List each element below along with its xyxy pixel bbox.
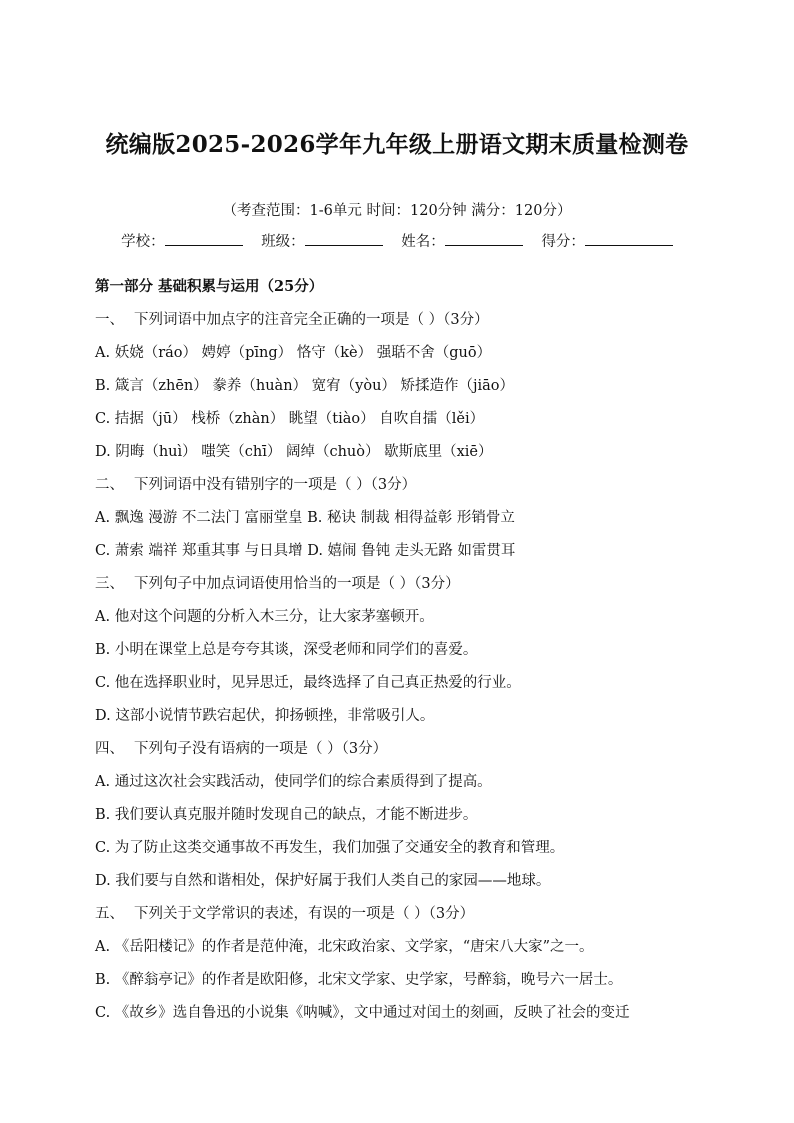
name-label: 姓名： (401, 234, 445, 250)
question-1-option-b: B. 箴言（zhēn） 豢养（huàn） 宽宥（yòu） 矫揉造作（jiāo） (95, 378, 515, 394)
question-1-stem (95, 310, 705, 343)
question-2-stem (95, 475, 705, 508)
class-blank (305, 233, 383, 246)
question-text: 下列词语中加点字的注音完全正确的一项是（ ）（3分） (134, 312, 489, 328)
question-3-option-a: A. 他对这个问题的分析入木三分，让大家茅塞顿开。 (95, 609, 434, 625)
name-blank (445, 233, 523, 246)
school-label: 学校： (121, 234, 165, 250)
question-number: 二、 (95, 477, 124, 493)
question-4-option-b: B. 我们要认真克服并随时发现自己的缺点，才能不断进步。 (95, 807, 478, 823)
question-number: 一、 (95, 312, 124, 328)
exam-content (95, 277, 705, 1036)
question-1-option-a: A. 妖娆（ráo） 娉婷（pīng） 恪守（kè） 强聒不舍（guō） (95, 345, 492, 361)
question-4-option-c: C. 为了防止这类交通事故不再发生，我们加强了交通安全的教育和管理。 (95, 840, 565, 856)
question-5-option-c: C. 《故乡》选自鲁迅的小说集《呐喊》，文中通过对闰土的刻画，反映了社会的变迁 (95, 1005, 630, 1021)
class-label: 班级： (261, 234, 305, 250)
question-2-options-ab: A. 飘逸 漫游 不二法门 富丽堂皇 B. 秘诀 制裁 相得益彰 形销骨立 (95, 510, 515, 526)
question-text: 下列关于文学常识的表述，有误的一项是（ ）（3分） (134, 906, 475, 922)
score-label: 得分： (541, 234, 585, 250)
question-number: 三、 (95, 576, 124, 592)
question-2-options-cd: C. 萧索 端祥 郑重其事 与日具增 D. 嬉闹 鲁钝 走头无路 如雷贯耳 (95, 543, 516, 559)
question-1-option-c: C. 拮据（jū） 栈桥（zhàn） 眺望（tiào） 自吹自擂（lěi） (95, 411, 485, 427)
student-info-row (0, 230, 794, 251)
question-4-option-a: A. 通过这次社会实践活动，使同学们的综合素质得到了提高。 (95, 774, 492, 790)
question-5-option-a: A. 《岳阳楼记》的作者是范仲淹，北宋政治家、文学家，“唐宋八大家”之一。 (95, 939, 594, 955)
question-4-stem (95, 739, 705, 772)
question-number: 五、 (95, 906, 124, 922)
question-3-option-d: D. 这部小说情节跌宕起伏，抑扬顿挫，非常吸引人。 (95, 708, 435, 724)
exam-title: 统编版2025-2026学年九年级上册语文期末质量检测卷 (105, 131, 689, 158)
question-text: 下列词语中没有错别字的一项是（ ）（3分） (134, 477, 417, 493)
question-5-stem (95, 904, 705, 937)
question-5-option-b: B. 《醉翁亭记》的作者是欧阳修，北宋文学家、史学家，号醉翁，晚号六一居士。 (95, 972, 623, 988)
question-3-stem (95, 574, 705, 607)
question-number: 四、 (95, 741, 124, 757)
exam-scope: （考查范围：1-6单元 时间：120分钟 满分：120分） (222, 203, 572, 219)
question-4-option-d: D. 我们要与自然和谐相处，保护好属于我们人类自己的家园——地球。 (95, 873, 551, 889)
score-blank (585, 233, 673, 246)
question-3-option-b: B. 小明在课堂上总是夸夸其谈，深受老师和同学们的喜爱。 (95, 642, 478, 658)
question-3-option-c: C. 他在选择职业时，见异思迁，最终选择了自己真正热爱的行业。 (95, 675, 521, 691)
school-blank (165, 233, 243, 246)
question-text: 下列句子没有语病的一项是（ ）（3分） (134, 741, 388, 757)
question-text: 下列句子中加点词语使用恰当的一项是（ ）（3分） (134, 576, 460, 592)
part1-heading: 第一部分 基础积累与运用（25分） (95, 278, 324, 295)
question-1-option-d: D. 阴晦（huì） 嗤笑（chī） 阔绰（chuò） 歇斯底里（xiē） (95, 444, 493, 460)
